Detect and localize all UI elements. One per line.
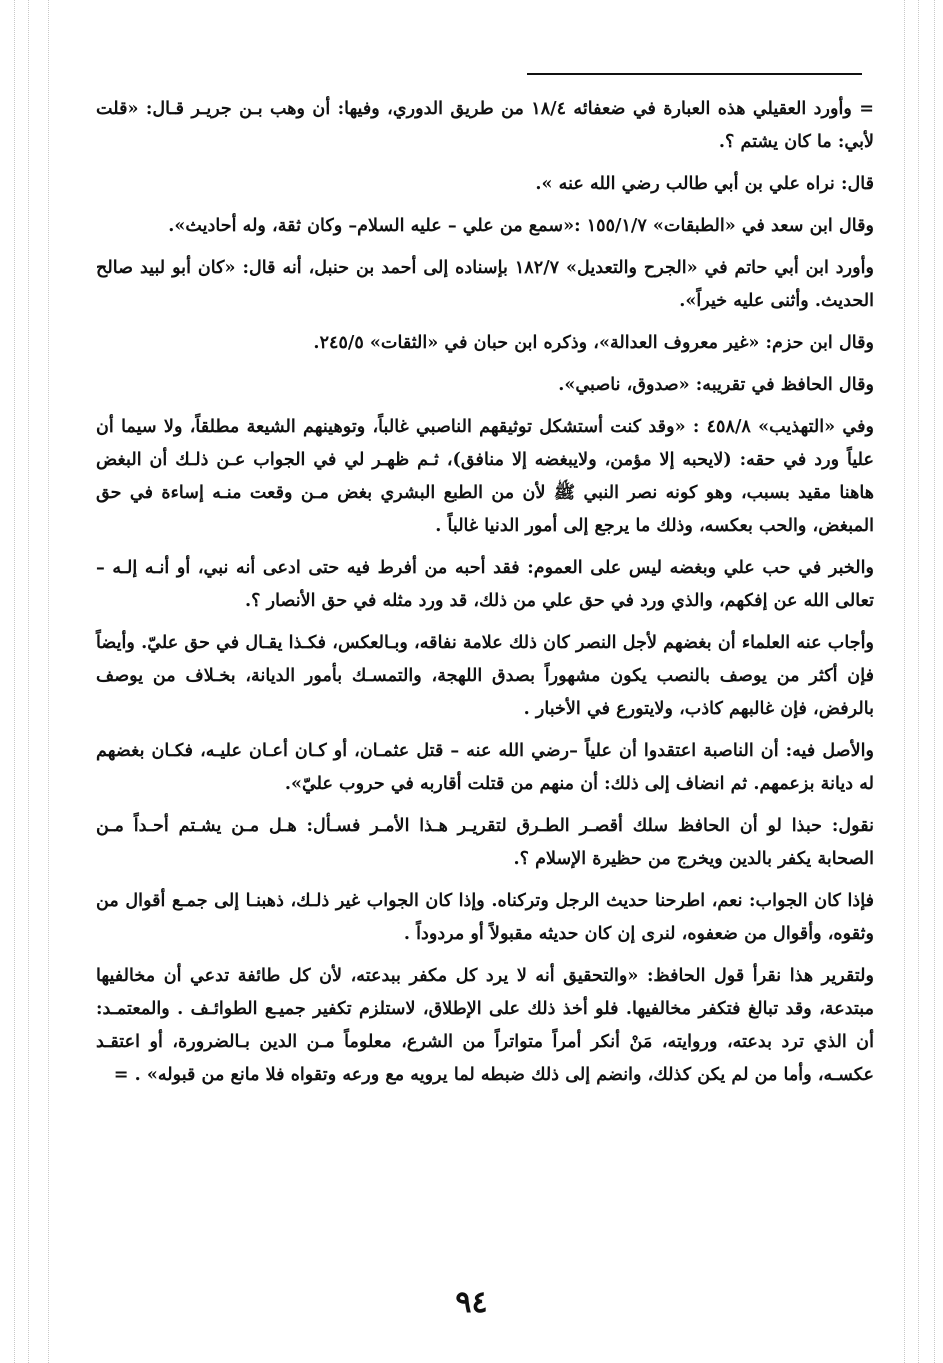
paragraph-qala: قال: نراه علي بن أبي طالب رضي الله عنه ». — [535, 173, 874, 194]
dotted-margin-line — [14, 0, 15, 1363]
page-number: ٩٤ — [455, 1285, 488, 1320]
paragraph-ibn-abi-hatim: وأورد ابن أبي حاتم في «الجرح والتعديل» ١٨٢/٧ بإسناده إلى أحمد بن حنبل، أنه قال: «كان أبو لبيد صالح الحديث. وأثنى عليه خيراً». — [96, 257, 874, 311]
paragraph-taqrib: وقال الحافظ في تقريبه: «صدوق، ناصبي». — [558, 374, 874, 395]
paragraph-naqul: نقول: حبذا لو أن الحافظ سلك أقصـر الطـرق لتقريـر هـذا الأمـر فسـأل: هـل مـن يشـتم أحـداً مـن الصحابة يكفر بالدين ويخرج من حظيرة الإسلام ؟. — [96, 815, 874, 869]
paragraph-asl: والأصل فيه: أن الناصبة اعتقدوا أن علياً –رضي الله عنه – قتل عثمـان، أو كـان أعـان عليـه، فكـان بغضهم له ديانة بزعمهم. ثم انضاف إلى ذلك: أن منهم من قتلت أقاربه في حروب عليّ». — [96, 740, 874, 794]
paragraph-tahdhib: وفي «التهذيب» ٤٥٨/٨ : «وقد كنت أستشكل توثيقهم الناصبي غالباً، وتوهينهم الشيعة مطلقاً، ولا سيما أن علياً ورد في حقه: (لايحبه إلا مؤمن، ولايبغضه إلا منافق)، ثـم ظهـر لي في الجواب عـن ذلـك أن البغض هاهنا مقيد بسبب، وهو كونه نصر النبي ﷺ لأن من الطبع البشري بغض مـن وقعت منـه إساءة في حق المبغض، والحب بعكسه، وذلك ما يرجع إلى أمور الدنيا غالباً . — [96, 416, 874, 536]
dotted-margin-line — [48, 0, 49, 1363]
paragraph-hubb-ali: والخبر في حب علي وبغضه ليس على العموم: فقد أحبه من أفرط فيه حتى ادعى أنه نبي، أو أنـه إلـه –تعالى الله عن إفكهم، والذي ورد في حق علي من ذلك، قد ورد مثله في حق الأنصار ؟. — [96, 557, 874, 611]
dotted-margin-line — [28, 0, 29, 1363]
paragraph-ibn-sad: وقال ابن سعد في «الطبقات» ١٥٥/١/٧ :«سمع من علي – عليه السلام– وكان ثقة، وله أحاديث». — [168, 215, 874, 236]
paragraph-uqayli: = وأورد العقيلي هذه العبارة في ضعفائه ١٨/٤ من طريق الدوري، وفيها: أن وهب بـن جريـر قـال: «قلت لأبي: ما كان يشتم ؟. — [96, 98, 874, 152]
footnote-text-block — [96, 92, 874, 1091]
dotted-margin-line — [934, 0, 935, 1363]
dotted-margin-line — [904, 0, 905, 1363]
dotted-margin-line — [918, 0, 919, 1363]
paragraph-ajab-ulama: وأجاب عنه العلماء أن بغضهم لأجل النصر كان ذلك علامة نفاقه، وبـالعكس، فكـذا يقـال في حق عليّ. وأيضاً فإن أكثر من يوصف بالنصب يكون مشهوراً بصدق اللهجة، والتمسـك بأمور الديانة، بخـلاف من يوصف بالرفض، فإن غالبهم كاذب، ولايتورع في الأخبار . — [96, 632, 874, 719]
paragraph-ibn-hazm: وقال ابن حزم: «غير معروف العدالة»، وذكره ابن حبان في «الثقات» ٢٤٥/٥. — [313, 332, 874, 353]
footnote-separator-rule — [527, 73, 862, 75]
paragraph-jawab: فإذا كان الجواب: نعم، اطرحنا حديث الرجل وتركناه. وإذا كان الجواب غير ذلـك، ذهبنـا إلى جمـع أقوال من وثقوه، وأقوال من ضعفوه، لنرى إن كان حديثه مقبولاً أو مردوداً . — [96, 890, 874, 944]
paragraph-taqrir: ولتقرير هذا نقرأ قول الحافظ: «والتحقيق أنه لا يرد كل مكفر ببدعته، لأن كل طائفة تدعي أن مخالفيها مبتدعة، وقد تبالغ فتكفر مخالفيها. فلو أخذ ذلك على الإطلاق، لاستلزم تكفير جميـع الطوائـف . والمعتمـد: أن الذي ترد بدعته، وروايته، مَنْ أنكر أمراً متواتراً من الشرع، معلوماً مـن الدين بـالضرورة، أو اعتقـد عكسـه، وأما من لم يكن كذلك، وانضم إلى ذلك ضبطه لما يرويه مع ورعه وتقواه فلا مانع من قبوله» . = — [96, 965, 874, 1085]
